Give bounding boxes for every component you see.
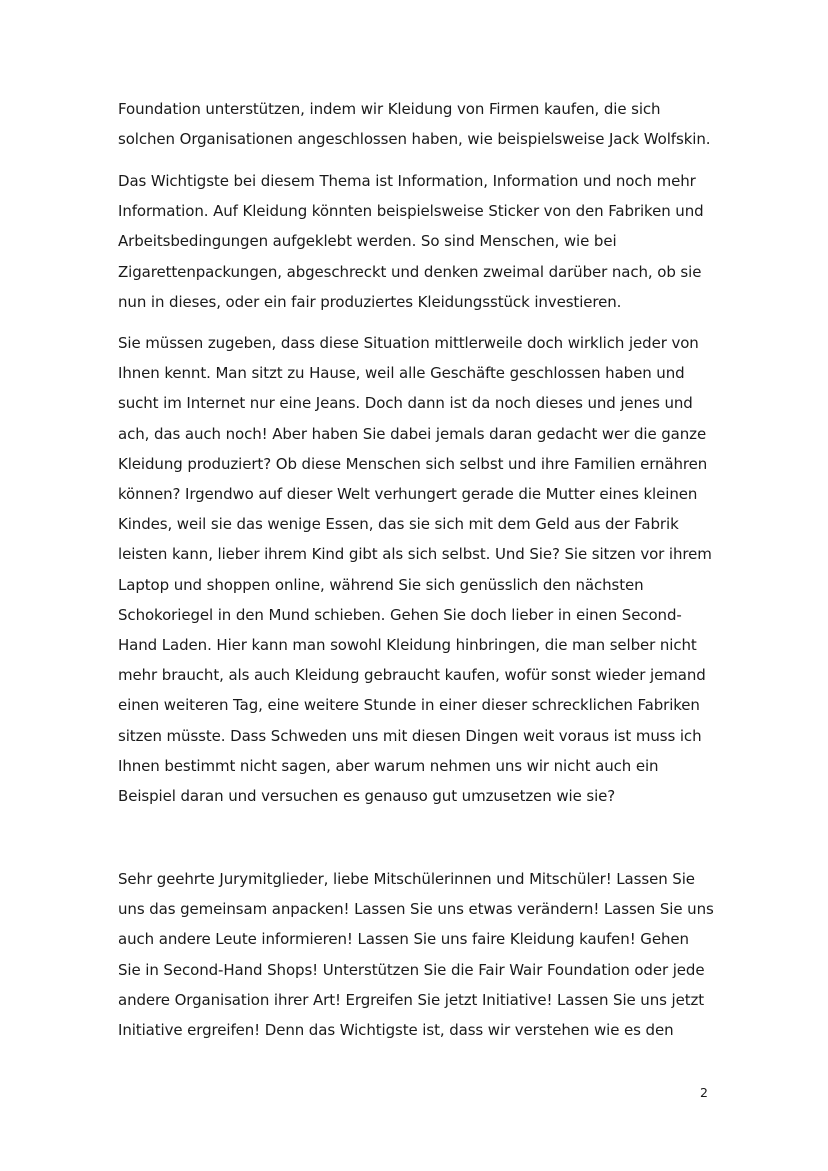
text-line: Ihnen kennt. Man sitzt zu Hause, weil alle Geschäfte geschlossen haben und [118,364,685,383]
text-line: Schokoriegel in den Mund schieben. Gehen Sie doch lieber in einen Second- [118,605,682,624]
page-number: 2 [700,1085,708,1100]
paragraph-3 [118,328,718,811]
text-line: Sie müssen zugeben, dass diese Situation mittlerweile doch wirklich jeder von [118,334,699,352]
text-line: Laptop und shoppen online, während Sie sich genüsslich den nächsten [118,575,644,594]
text-line: uns das gemeinsam anpacken! Lassen Sie uns etwas verändern! Lassen Sie uns [118,900,714,919]
text-line: Kleidung produziert? Ob diese Menschen sich selbst und ihre Familien ernähren [118,454,708,473]
text-line: einen weiteren Tag, eine weitere Stunde in einer dieser schrecklichen Fabriken [118,696,700,715]
text-line: Foundation unterstützen, indem wir Kleidung von Firmen kaufen, die sich [118,100,661,118]
text-line: Ihnen bestimmt nicht sagen, aber warum nehmen uns wir nicht auch ein [118,756,659,775]
text-line: Hand Laden. Hier kann man sowohl Kleidung hinbringen, die man selber nicht [118,636,697,655]
text-line: Zigarettenpackungen, abgeschreckt und denken zweimal darüber nach, ob sie [118,262,702,281]
text-line: Sehr geehrte Jurymitglieder, liebe Mitschülerinnen und Mitschüler! Lassen Sie [118,870,695,888]
text-line: Das Wichtigste bei diesem Thema ist Information, Information und noch mehr [118,172,696,190]
text-line: Arbeitsbedingungen aufgeklebt werden. So sind Menschen, wie bei [118,232,617,251]
text-line: ach, das auch noch! Aber haben Sie dabei jemals daran gedacht wer die ganze [118,424,707,443]
text-line: sucht im Internet nur eine Jeans. Doch dann ist da noch dieses und jenes und [118,394,693,413]
text-line: Initiative ergreifen! Denn das Wichtigste ist, dass wir verstehen wie es den [118,1021,674,1040]
text-line: leisten kann, lieber ihrem Kind gibt als sich selbst. Und Sie? Sie sitzen vor ihrem [118,545,712,564]
text-line: mehr braucht, als auch Kleidung gebraucht kaufen, wofür sonst wieder jemand [118,666,706,685]
text-line: Sie in Second-Hand Shops! Unterstützen Sie die Fair Wair Foundation oder jede [118,960,705,979]
paragraph-4 [118,864,718,1045]
text-line: sitzen müsste. Dass Schweden uns mit diesen Dingen weit voraus ist muss ich [118,726,702,745]
text-line: andere Organisation ihrer Art! Ergreifen Sie jetzt Initiative! Lassen Sie uns jetzt [118,990,705,1009]
text-line: Information. Auf Kleidung könnten beispielsweise Sticker von den Fabriken und [118,202,704,221]
paragraph-1 [118,94,718,154]
text-line: nun in dieses, oder ein fair produziertes Kleidungsstück investieren. [118,292,622,311]
text-line: auch andere Leute informieren! Lassen Sie uns faire Kleidung kaufen! Gehen [118,930,689,949]
text-line: Beispiel daran und versuchen es genauso gut umzusetzen wie sie? [118,787,616,806]
text-line: solchen Organisationen angeschlossen haben, wie beispielsweise Jack Wolfskin. [118,130,711,149]
text-line: können? Irgendwo auf dieser Welt verhungert gerade die Mutter eines kleinen [118,485,698,504]
text-line: Kindes, weil sie das wenige Essen, das sie sich mit dem Geld aus der Fabrik [118,515,679,534]
paragraph-2 [118,166,718,317]
